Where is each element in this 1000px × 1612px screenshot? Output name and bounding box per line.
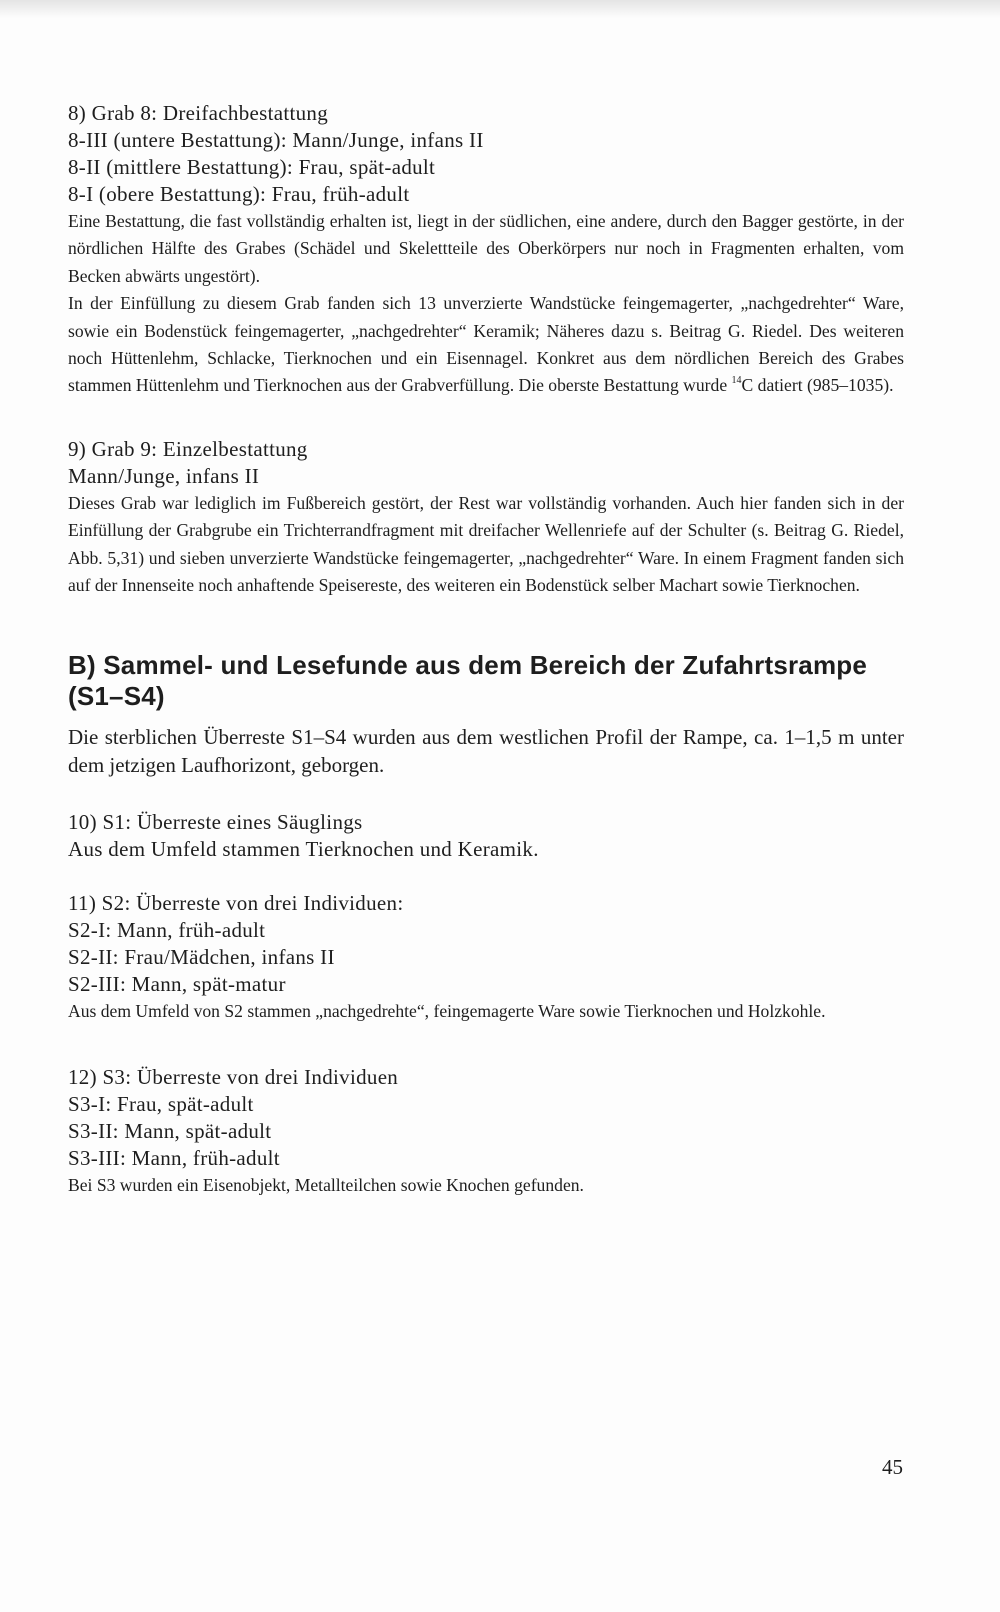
s3-line-3: S3-III: Mann, früh-adult	[68, 1145, 280, 1170]
grab-8-paragraph-1: Eine Bestattung, die fast vollständig erhalten ist, liegt in der südlichen, eine andere, durch den Bagger gestörte, in der nördlichen Hälfte des Grabes (Schädel und Skelettteile des Oberkörpers nur noch in Fragmenten erhalten, vom Becken abwärts ungestört).	[68, 211, 904, 286]
s1-entry	[68, 809, 904, 863]
page-number: 45	[882, 1455, 903, 1479]
s1-title: 10) S1: Überreste eines Säuglings	[68, 810, 363, 835]
grab-8-title: 8) Grab 8: Dreifachbestattung	[68, 101, 329, 125]
grab-9-line: Mann/Junge, infans II	[68, 463, 260, 488]
grab-9-title: 9) Grab 9: Einzelbestattung	[68, 436, 308, 461]
carbon-isotope-superscript: 14	[731, 375, 742, 387]
s3-title: 12) S3: Überreste von drei Individuen	[68, 1064, 399, 1089]
grab-8-paragraph-2-end: C datiert (985–1035).	[741, 375, 894, 396]
grab-9-entry	[68, 436, 904, 600]
s3-line-2: S3-II: Mann, spät-adult	[68, 1118, 272, 1143]
grab-8-line-1: 8-III (untere Bestattung): Mann/Junge, infans II	[68, 128, 484, 152]
section-b-title: B) Sammel- und Lesefunde aus dem Bereich der Zufahrtsrampe (S1–S4)	[68, 650, 868, 712]
s1-line: Aus dem Umfeld stammen Tierknochen und Keramik.	[68, 837, 539, 862]
s2-line-1: S2-I: Mann, früh-adult	[68, 918, 266, 943]
s2-line-2: S2-II: Frau/Mädchen, infans II	[68, 945, 335, 970]
s3-paragraph: Bei S3 wurden ein Eisenobjekt, Metallteilchen sowie Knochen gefunden.	[68, 1174, 584, 1195]
section-b-intro: Die sterblichen Überreste S1–S4 wurden aus dem westlichen Profil der Rampe, ca. 1–1,5 m unter dem jetzigen Laufhorizont, geborgen.	[68, 725, 904, 777]
grab-9-paragraph: Dieses Grab war lediglich im Fußbereich gestört, der Rest war vollständig vorhanden. Auch hier fanden sich in der Einfüllung der Grabgrube ein Trichterrandfragment mit dreifacher Wellenriefe auf der Schulter (s. Beitrag G. Riedel, Abb. 5,31) und sieben unverzierte Wandstücke feingemagerter, „nachgedrehter“ Ware. In einem Fragment fanden sich auf der Innenseite noch anhaftende Speisereste, des weiteren ein Bodenstück selber Machart sowie Tierknochen.	[68, 492, 904, 596]
s3-entry	[68, 1064, 904, 1199]
grab-8-paragraph-2-text: In der Einfüllung zu diesem Grab fanden sich 13 unverzierte Wandstücke feingemagerter, „nachgedrehter“ Ware, sowie ein Bodenstück feingemagerter, „nachgedrehter“ Keramik; Näheres dazu s. Beitrag G. Riedel. Des weiteren noch Hüttenlehm, Schlacke, Tierknochen und ein Eisennagel. Konkret aus dem nördlichen Bereich des Grabes stammen Hüttenlehm und Tierknochen aus der Grabverfüllung. Die oberste Bestattung wurde	[68, 293, 904, 396]
grab-8-line-2: 8-II (mittlere Bestattung): Frau, spät-adult	[68, 155, 436, 179]
grab-8-paragraph-2	[68, 290, 904, 400]
s3-line-1: S3-I: Frau, spät-adult	[68, 1091, 254, 1116]
page-top-shadow	[0, 0, 1000, 18]
s2-paragraph: Aus dem Umfeld von S2 stammen „nachgedrehte“, feingemagerte Ware sowie Tierknochen und Holzkohle.	[68, 1001, 826, 1022]
section-b	[68, 650, 904, 779]
s2-title: 11) S2: Überreste von drei Individuen:	[68, 891, 404, 916]
s2-entry	[68, 890, 904, 1025]
page-content	[68, 100, 904, 1199]
s2-line-3: S2-III: Mann, spät-matur	[68, 972, 286, 997]
grab-8-entry	[68, 100, 904, 400]
grab-8-line-3: 8-I (obere Bestattung): Frau, früh-adult	[68, 182, 410, 206]
